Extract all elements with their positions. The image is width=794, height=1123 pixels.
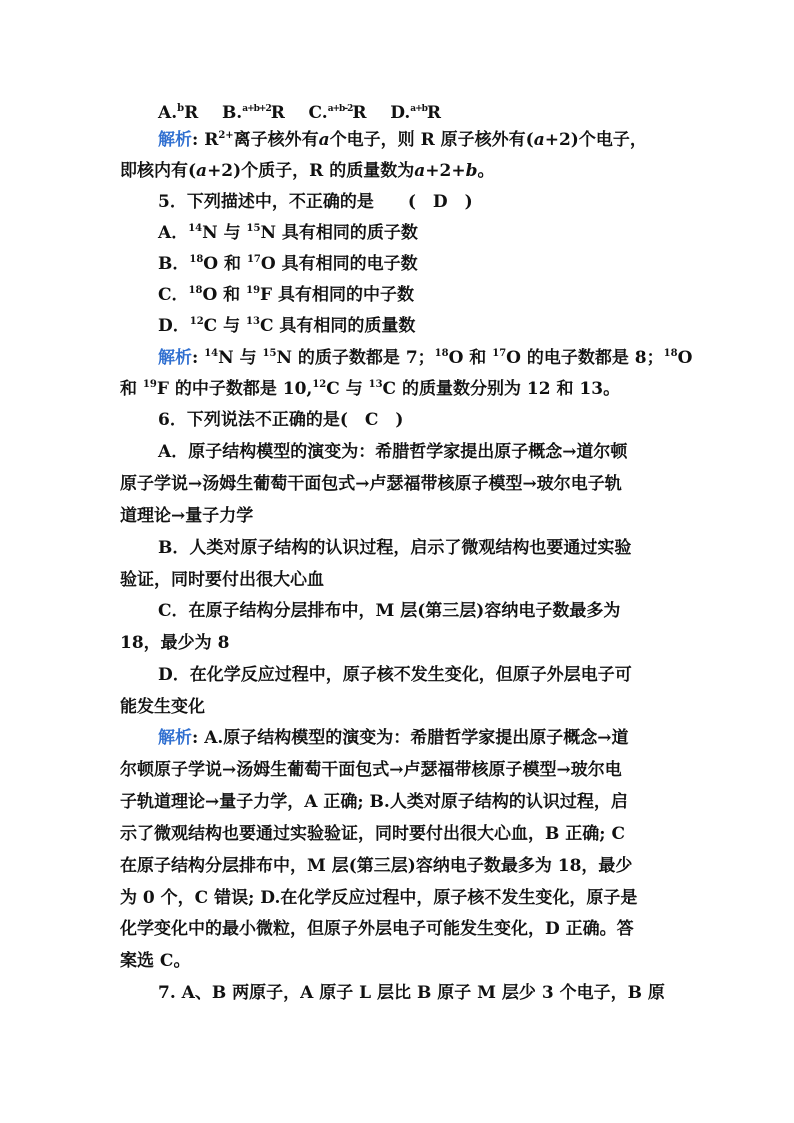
q6-option-a-line-1: A．原子结构模型的演变为：希腊哲学家提出原子概念→道尔顿 <box>158 442 628 462</box>
q6-option-b-line-1: B．人类对原子结构的认识过程，启示了微观结构也要通过实验 <box>158 538 632 558</box>
q6-option-c-line-1: C．在原子结构分层排布中，M 层(第三层)容纳电子数最多为 <box>158 601 621 621</box>
q6-option-a-line-2: 原子学说→汤姆生葡萄干面包式→卢瑟福带核原子模型→玻尔电子轨 <box>120 474 622 494</box>
q5-option-a: A．$^{14}$N 与 $^{15}$N 具有相同的质子数 <box>158 223 418 243</box>
q5-analysis-line-1: 解析: $^{14}$N 与 $^{15}$N 的质子数都是 7；$^{18}$O 和 $^{17}$O 的电子数都是 8；$^{18}$O <box>158 348 693 368</box>
analysis-label: 解析 <box>158 728 192 748</box>
q5-stem: 5．下列描述中，不正确的是 ( D ) <box>158 192 473 212</box>
q4-analysis-line-1: 解析: $R^{2+}$离子核外有a个电子，则 R 原子核外有(a+2)个电子， <box>158 130 647 150</box>
q5-analysis-line-2: 和 $^{19}$F 的中子数都是 10,12C 与 $^{13}$C 的质量数分别为 12 和 13。 <box>120 379 621 399</box>
q5-option-b: B．$^{18}$O 和 $^{17}$O 具有相同的电子数 <box>158 254 418 274</box>
q6-option-a-line-3: 道理论→量子力学 <box>120 506 254 526</box>
q7-stem: 7. A、B 两原子，A 原子 L 层比 B 原子 M 层少 3 个电子，B 原 <box>158 983 665 1003</box>
q6-option-d-line-2: 能发生变化 <box>120 697 205 717</box>
q6-stem: 6．下列说法不正确的是( C ) <box>158 410 404 430</box>
q6-analysis-line-8: 案选 C。 <box>120 951 191 971</box>
q6-analysis-line-6: 为 0 个，C 错误; D.在化学反应过程中，原子核不发生变化，原子是 <box>120 888 638 908</box>
analysis-label: 解析 <box>158 130 192 150</box>
q6-analysis-line-5: 在原子结构分层排布中，M 层(第三层)容纳电子数最多为 18，最少 <box>120 856 633 876</box>
q6-analysis-line-7: 化学变化中的最小微粒，但原子外层电子可能发生变化，D 正确。答 <box>120 919 634 939</box>
q6-option-d-line-1: D．在化学反应过程中，原子核不发生变化，但原子外层电子可 <box>158 665 632 685</box>
q5-option-d: D．$^{12}$C 与 $^{13}$C 具有相同的质量数 <box>158 316 416 336</box>
q4-analysis-line-2: 即核内有(a+2)个质子，R 的质量数为a+2+b。 <box>120 161 495 181</box>
q6-analysis-line-2: 尔顿原子学说→汤姆生葡萄干面包式→卢瑟福带核原子模型→玻尔电 <box>120 760 622 780</box>
q4-options <box>158 98 718 124</box>
analysis-label: 解析 <box>158 348 192 368</box>
q6-analysis-line-1: 解析: A.原子结构模型的演变为：希腊哲学家提出原子概念→道 <box>158 728 629 748</box>
q6-option-c-line-2: 18，最少为 8 <box>120 633 230 653</box>
q4-option-d: D.$^{a+b}$R <box>390 103 442 123</box>
q5-option-c: C．$^{18}$O 和 $^{19}$F 具有相同的中子数 <box>158 285 415 305</box>
q4-option-a: A.$^b$R <box>158 103 199 123</box>
q4-option-c: C.$^{a+b-2}$R <box>308 103 367 123</box>
q6-analysis-line-4: 示了微观结构也要通过实验验证，同时要付出很大心血，B 正确; C <box>120 824 626 844</box>
q6-option-b-line-2: 验证，同时要付出很大心血 <box>120 570 324 590</box>
q6-analysis-line-3: 子轨道理论→量子力学，A 正确; B.人类对原子结构的认识过程，启 <box>120 792 628 812</box>
q4-option-b: B.$^{a+b+2}$R <box>221 103 285 123</box>
